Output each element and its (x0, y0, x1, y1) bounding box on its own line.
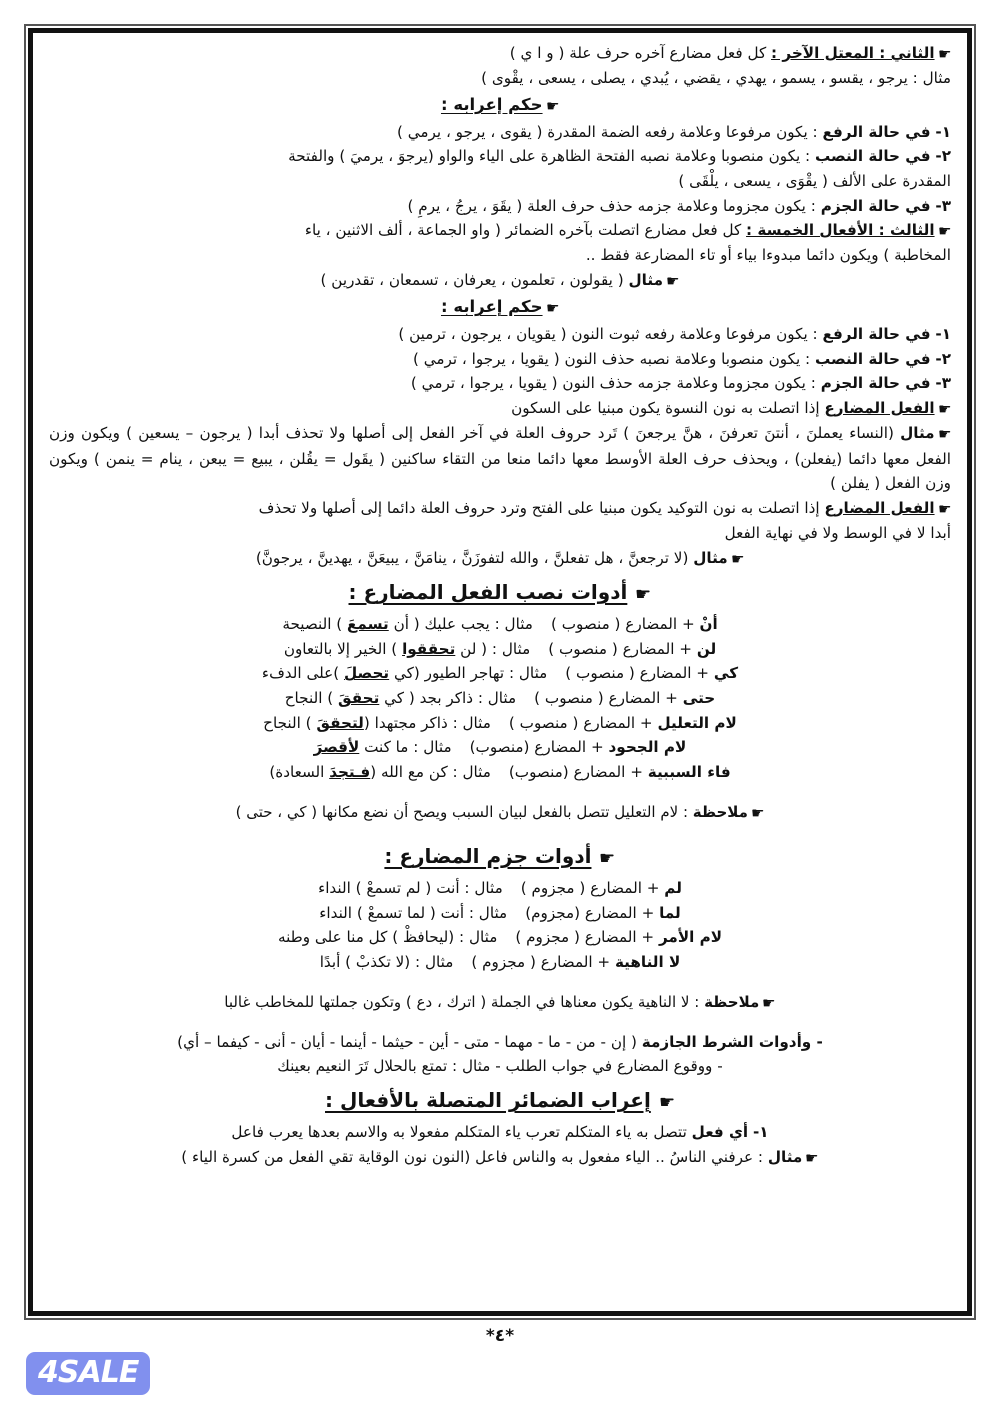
hand-pointer-icon: ☚ (937, 45, 951, 63)
watermark-4sale (26, 1352, 150, 1395)
rule-case-label: في حالة الرفع (822, 325, 931, 344)
particle: حتى (682, 689, 716, 708)
second-type-rule-nasb-cont: المقدرة على الألف ( يقْوَى ، يسعى ، يلْقَى ) (678, 171, 951, 190)
example-lead: مثال : (ليحافظْ ) كل منا على وطنه (277, 928, 498, 947)
hand-pointer-icon: ☚ (599, 847, 616, 869)
nun-niswa-label: الفعل المضارع (824, 398, 935, 417)
rule-keyword: أي فعل (691, 1123, 749, 1142)
nun-tawkid-label: الفعل المضارع (824, 498, 935, 517)
particle-case: + المضارع (مجزوم) (525, 903, 660, 922)
particle-case: + المضارع ( منصوب ) (565, 664, 714, 683)
particle: لا الناهية (614, 952, 681, 971)
nasb-tool-row (47, 735, 953, 760)
jazm-tools-heading (47, 840, 953, 873)
example-text: (لا ترجعنَّ ، هل تفعلنَّ ، والله لتفوزَنَّ ، ينامَنَّ ، يبيعَنَّ ، يهدينَّ ، يرجونَّ) (255, 548, 694, 567)
shart-tools-line (47, 1030, 953, 1055)
nasb-tool-row (47, 760, 953, 785)
nasb-tools-note (47, 800, 953, 825)
shart-text: ( إن - من - ما - مهما - متى - أين - حيثما - أينما - أيان - أنى - كيفما – أي) (177, 1032, 642, 1051)
particle: لن (696, 639, 717, 658)
example-keyword: لتحققَ (316, 713, 364, 732)
particle: لام الأمر (658, 928, 723, 947)
example-keyword: تحققوا (402, 639, 456, 658)
particle-case: + المضارع (منصوب) (508, 762, 648, 781)
example-lead: مثال : (لا تكذبْ ) أبدًا (319, 952, 454, 971)
particle-case: + المضارع ( منصوب ) (534, 689, 683, 708)
example-lead: مثال : يجب عليك ( أن (388, 615, 533, 634)
third-type-example (47, 268, 953, 293)
hand-pointer-icon: ☚ (545, 96, 559, 115)
particle: فاء السببية (647, 762, 731, 781)
nasb-tools-rows (47, 612, 953, 784)
second-type-rule-heading (47, 92, 953, 119)
pronouns-rule (47, 1120, 953, 1145)
rule-number: ٣- (935, 374, 951, 393)
third-type-rule-raf (47, 322, 953, 347)
hand-pointer-icon: ☚ (762, 993, 776, 1012)
pronouns-example (47, 1145, 953, 1170)
nun-tawkid-text: إذا اتصلت به نون التوكيد يكون مبنيا على الفتح وترد حروف العلة دائما إلى أصلها ولا تحذف (258, 498, 825, 517)
nasb-tool-row (47, 637, 953, 662)
shart-label: - وأدوات الشرط الجازمة (641, 1032, 823, 1051)
example-tail: ) النجاح (284, 689, 338, 708)
third-type-heading-cont: المخاطبة ) ويكون دائما مبدوءا بياء أو تاء المضارعة فقط .. (585, 246, 951, 265)
hand-pointer-icon: ☚ (545, 299, 559, 318)
example-lead: مثال : ( لن (455, 639, 531, 658)
jazm-tools-note (47, 990, 953, 1015)
example-tail: ) النجاح (263, 713, 317, 732)
example-keyword: تسمعَ (347, 615, 389, 634)
rule-text: تتصل به ياء المتكلم تعرب ياء المتكلم مفعولا به والاسم بعدها يعرب فاعل (231, 1123, 692, 1142)
nun-niswa-text: إذا اتصلت به نون النسوة يكون مبنيا على السكون (511, 398, 825, 417)
rule-text: : يكون مجزوما وعلامة جزمه حذف حرف العلة ( يقَوَ ، يرجُ ، يرمِ ) (407, 196, 821, 215)
rule-heading-text: حكم إعرابه : (440, 297, 543, 317)
jazm-tools-heading-text: أدوات جزم المضارع : (384, 843, 592, 868)
third-type-rule-jazm (47, 371, 953, 396)
example-keyword: لأقصرَ (313, 738, 360, 757)
note-text: : لام التعليل تتصل بالفعل لبيان السبب ويصح أن نضع مكانها ( كي ، حتى ) (235, 802, 693, 821)
nun-tawkid-example (47, 546, 953, 571)
hand-pointer-icon: ☚ (937, 425, 951, 444)
rule-text: : يكون مجزوما وعلامة جزمه حذف النون ( يقويا ، يرجوا ، ترمي ) (410, 374, 821, 393)
particle-case: + المضارع ( مجزوم ) (515, 928, 659, 947)
rule-number: ٣- (935, 196, 951, 215)
jazm-tool-row (47, 925, 953, 950)
example-keyword: تحققَ (338, 689, 380, 708)
example-label: مثال (693, 548, 728, 567)
second-type-rule-raf (47, 120, 953, 145)
third-type-rule-heading (47, 294, 953, 321)
rule-number: ١- (935, 122, 951, 141)
page-number: *٤* (485, 1326, 515, 1346)
note-label: ملاحظة (692, 802, 748, 821)
hand-pointer-icon: ☚ (658, 1092, 675, 1114)
rule-case-label: في حالة الرفع (822, 122, 931, 141)
rule-number: ٢- (935, 349, 951, 368)
watermark-label: 4SALE (38, 1355, 139, 1390)
rule-text: : يكون مرفوعا وعلامة رفعه ثبوت النون ( يقويان ، يرجون ، ترمين ) (398, 325, 823, 344)
hand-pointer-icon: ☚ (730, 549, 745, 568)
third-type-rule-nasb (47, 347, 953, 372)
example-lead: مثال : أنت ( لم تسمعْ ) النداء (318, 879, 503, 897)
pronouns-heading (47, 1084, 953, 1117)
rule-number: ٢- (935, 147, 951, 166)
nasb-tool-row (47, 612, 953, 637)
nasb-tool-row (47, 686, 953, 711)
hand-pointer-icon: ☚ (750, 803, 765, 822)
page-frame (28, 28, 972, 1316)
example-label: مثال (900, 424, 935, 443)
example-lead: مثال : ما كنت (359, 738, 452, 757)
particle: لما (659, 903, 681, 922)
rule-case-label: في حالة الجزم (820, 196, 931, 215)
document-body (47, 41, 953, 1170)
example-lead: مثال : ذاكر بجد ( كي (379, 689, 517, 708)
jazm-tool-row (47, 950, 953, 975)
hand-pointer-icon: ☚ (665, 272, 680, 291)
example-text: ( يقولون ، تعلمون ، يعرفان ، تسمعان ، تقدرين ) (320, 271, 629, 290)
particle: لام التعليل (657, 713, 737, 732)
hand-pointer-icon: ☚ (937, 222, 951, 241)
jazm-tools-rows (47, 876, 953, 975)
hand-pointer-icon: ☚ (805, 1148, 819, 1167)
particle: أنْ (699, 615, 718, 634)
particle-case: + المضارع ( مجزوم ) (520, 879, 665, 897)
particle: كي (713, 664, 739, 683)
jazm-tool-row (47, 876, 953, 901)
example-lead: مثال : كن مع الله ( (370, 762, 491, 781)
example-keyword: فـتجدَ (329, 762, 371, 781)
second-type-heading (47, 41, 953, 66)
example-lead: مثال : تهاجر الطيور (كي (389, 664, 548, 683)
example-keyword: تحصلَ (343, 664, 390, 683)
example-text: (النساء يعملنَ ، أنتنَ تعرفنَ ، هنَّ يرجعنَ ) تَرد حروف العلة في آخر الفعل إلى أصلها ولا تحذف أبدا ( يرجون – يسعين ) ويكون وزن الفعل معها دائما (يفعلن) ، ويحذف حرف العلة الأوسط معها دائما منعا من التقاء ساكنين ( يقَول = يقُلن ، يبيع = يبعن ، ينام = ينمن ) ويكون وزن الفعل ( يفلن ) (49, 424, 951, 493)
rule-number: ١- (935, 325, 951, 344)
example-tail: ) الخير إلا بالتعاون (283, 639, 403, 658)
hand-pointer-icon: ☚ (937, 399, 951, 418)
particle-case: + المضارع (منصوب) (469, 738, 609, 757)
jazm-tool-row (47, 901, 953, 926)
second-type-rule-jazm (47, 194, 953, 219)
talab-line: - ووقوع المضارع في جواب الطلب - مثال : تمتع بالحلال تَرَ النعيم بعينك (277, 1057, 723, 1076)
second-type-title: الثاني : المعتل الآخر : (771, 44, 935, 62)
pronouns-heading-text: إعراب الضمائر المتصلة بالأفعال : (325, 1088, 651, 1113)
example-text: : عرفني الناسُ .. الياء مفعول به والناس فاعل (النون نون الوقاية تقي الفعل من كسرة الياء ) (181, 1147, 768, 1166)
example-label: مثال (628, 271, 663, 290)
rule-text: : يكون مرفوعا وعلامة رفعه الضمة المقدرة ( يقوى ، يرجو ، يرمي ) (396, 122, 823, 141)
rule-case-label: في حالة الجزم (820, 374, 931, 393)
rule-number: ١- (752, 1123, 769, 1142)
example-lead: مثال : أنت ( لما تسمعْ ) النداء (319, 903, 508, 922)
particle: لام الجحود (608, 738, 687, 757)
particle-case: + المضارع ( منصوب ) (550, 615, 700, 634)
nun-niswa-example (47, 421, 953, 496)
example-tail: ) النصيحة (282, 615, 348, 634)
nasb-tool-row (47, 661, 953, 686)
particle-case: + المضارع ( مجزوم ) (471, 952, 615, 971)
nun-niswa-rule (47, 396, 953, 421)
nasb-tools-heading (47, 576, 953, 609)
nasb-tool-row (47, 711, 953, 736)
note-label: ملاحظة (704, 992, 760, 1011)
example-tail: )على الدفء (261, 664, 344, 683)
particle-case: + المضارع ( منصوب ) (508, 713, 658, 732)
rule-case-label: في حالة النصب (814, 349, 931, 368)
rule-heading-text: حكم إعرابه : (440, 94, 543, 114)
hand-pointer-icon: ☚ (635, 584, 652, 606)
rule-text: : يكون منصوبا وعلامة نصبه الفتحة الظاهرة على الياء والواو (يرجوَ ، يرميَ ) والفتحة (288, 147, 815, 166)
third-type-heading (47, 218, 953, 243)
rule-case-label: في حالة النصب (814, 147, 931, 166)
example-lead: مثال : ذاكر مجتهدا ( (363, 713, 491, 732)
hand-pointer-icon: ☚ (937, 499, 951, 518)
third-type-definition: كل فعل مضارع اتصلت بآخره الضمائر ( واو الجماعة ، ألف الاثنين ، ياء (304, 221, 747, 240)
particle-case: + المضارع ( منصوب ) (548, 639, 697, 658)
second-type-example: مثال : يرجو ، يقسو ، يسمو ، يهدي ، يقضي ، يُبدي ، يصلى ، يسعى ، يقْوى ) (481, 69, 951, 88)
note-text: : لا الناهية يكون معناها في الجملة ( اترك ، دع ) وتكون جملتها للمخاطب غالبا (224, 992, 705, 1011)
nun-tawkid-rule (47, 496, 953, 521)
particle: لم (664, 879, 682, 897)
example-tail: السعادة) (269, 762, 330, 781)
third-type-title: الثالث : الأفعال الخمسة : (746, 221, 935, 240)
second-type-definition: كل فعل مضارع آخره حرف علة ( و ا ي ) (509, 44, 772, 62)
nun-tawkid-rule-cont: أبدا لا في الوسط ولا في نهاية الفعل (724, 524, 951, 543)
rule-text: : يكون منصوبا وعلامة نصبه حذف النون ( يقويا ، يرجوا ، ترمي ) (412, 349, 815, 368)
example-label: مثال (767, 1147, 803, 1166)
nasb-tools-heading-text: أدوات نصب الفعل المضارع : (348, 580, 628, 605)
second-type-rule-nasb (47, 144, 953, 169)
